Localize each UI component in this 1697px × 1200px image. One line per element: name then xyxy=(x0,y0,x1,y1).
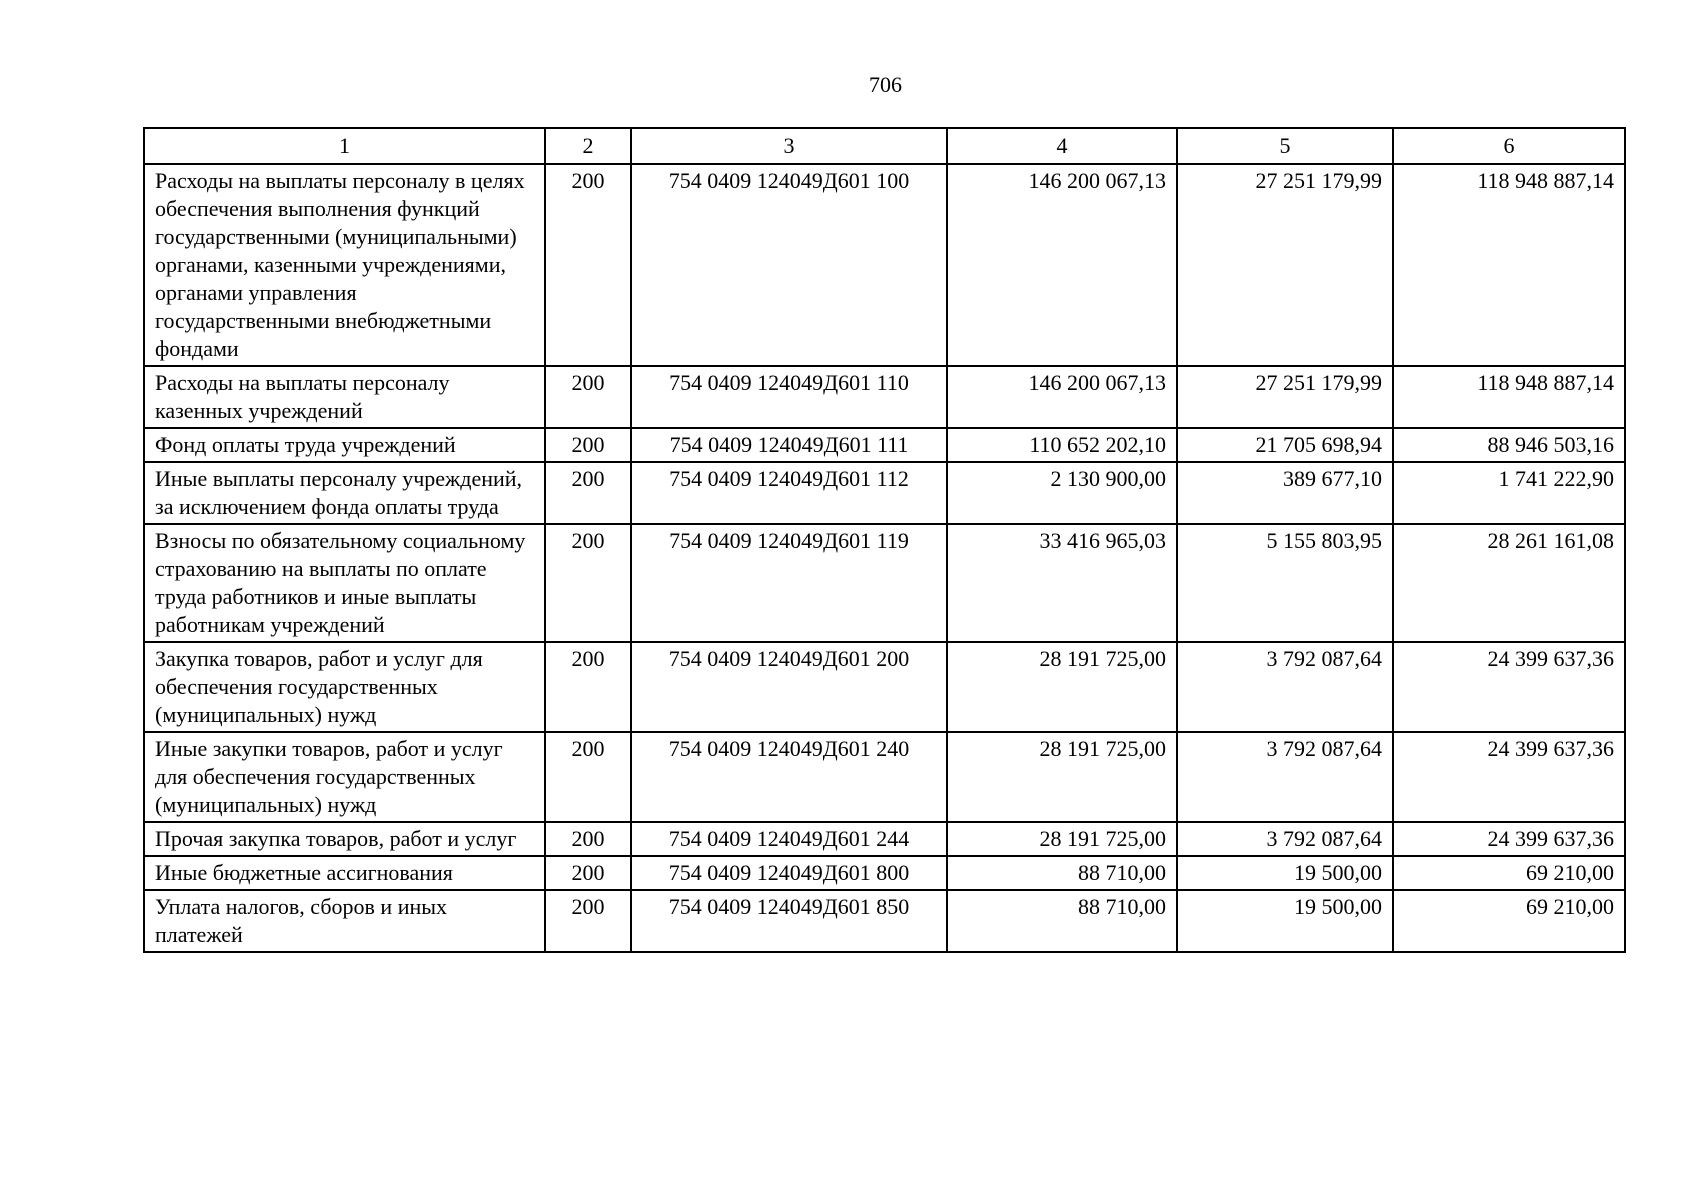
table-row xyxy=(144,524,1625,642)
row-approved-cell: 110 652 202,10 xyxy=(947,428,1177,462)
column-header-1: 1 xyxy=(144,128,545,164)
row-budget-code-cell: 754 0409 124049Д601 111 xyxy=(631,428,947,462)
row-line-code-cell: 200 xyxy=(545,164,631,366)
row-approved-cell: 28 191 725,00 xyxy=(947,732,1177,822)
row-budget-code-cell: 754 0409 124049Д601 200 xyxy=(631,642,947,732)
row-approved-cell: 28 191 725,00 xyxy=(947,642,1177,732)
table-row xyxy=(144,642,1625,732)
table-row xyxy=(144,890,1625,952)
row-remaining-cell: 118 948 887,14 xyxy=(1393,164,1625,366)
row-name-cell: Иные закупки товаров, работ и услуг для обеспечения государственных (муниципальных) нужд xyxy=(144,732,545,822)
row-line-code-cell: 200 xyxy=(545,822,631,856)
row-remaining-cell: 24 399 637,36 xyxy=(1393,822,1625,856)
row-name-cell: Прочая закупка товаров, работ и услуг xyxy=(144,822,545,856)
row-line-code-cell: 200 xyxy=(545,732,631,822)
row-budget-code-cell: 754 0409 124049Д601 240 xyxy=(631,732,947,822)
column-header-3: 3 xyxy=(631,128,947,164)
row-name-cell: Расходы на выплаты персоналу в целях обеспечения выполнения функций государственными (муниципальными) органами, казенными учреждениями, органами управления государственными внебюджетными фондами xyxy=(144,164,545,366)
row-budget-code-cell: 754 0409 124049Д601 800 xyxy=(631,856,947,890)
row-name-cell: Расходы на выплаты персоналу казенных учреждений xyxy=(144,366,545,428)
row-name-cell: Фонд оплаты труда учреждений xyxy=(144,428,545,462)
row-executed-cell: 5 155 803,95 xyxy=(1177,524,1393,642)
row-line-code-cell: 200 xyxy=(545,856,631,890)
row-line-code-cell: 200 xyxy=(545,890,631,952)
table-row xyxy=(144,822,1625,856)
row-line-code-cell: 200 xyxy=(545,524,631,642)
row-approved-cell: 88 710,00 xyxy=(947,890,1177,952)
row-executed-cell: 389 677,10 xyxy=(1177,462,1393,524)
row-remaining-cell: 28 261 161,08 xyxy=(1393,524,1625,642)
row-name-cell: Иные выплаты персоналу учреждений, за исключением фонда оплаты труда xyxy=(144,462,545,524)
row-budget-code-cell: 754 0409 124049Д601 100 xyxy=(631,164,947,366)
row-executed-cell: 21 705 698,94 xyxy=(1177,428,1393,462)
table-row xyxy=(144,164,1625,366)
row-name-cell: Иные бюджетные ассигнования xyxy=(144,856,545,890)
row-name-cell: Взносы по обязательному социальному страхованию на выплаты по оплате труда работников и иные выплаты работникам учреждений xyxy=(144,524,545,642)
row-remaining-cell: 69 210,00 xyxy=(1393,856,1625,890)
table-row xyxy=(144,366,1625,428)
page-number: 706 xyxy=(869,72,902,97)
row-executed-cell: 19 500,00 xyxy=(1177,856,1393,890)
column-header-6: 6 xyxy=(1393,128,1625,164)
column-header-5: 5 xyxy=(1177,128,1393,164)
row-budget-code-cell: 754 0409 124049Д601 112 xyxy=(631,462,947,524)
row-budget-code-cell: 754 0409 124049Д601 110 xyxy=(631,366,947,428)
table-row xyxy=(144,732,1625,822)
row-remaining-cell: 88 946 503,16 xyxy=(1393,428,1625,462)
row-line-code-cell: 200 xyxy=(545,366,631,428)
row-name-cell: Уплата налогов, сборов и иных платежей xyxy=(144,890,545,952)
row-remaining-cell: 1 741 222,90 xyxy=(1393,462,1625,524)
row-budget-code-cell: 754 0409 124049Д601 244 xyxy=(631,822,947,856)
row-remaining-cell: 24 399 637,36 xyxy=(1393,642,1625,732)
row-remaining-cell: 118 948 887,14 xyxy=(1393,366,1625,428)
row-line-code-cell: 200 xyxy=(545,428,631,462)
table-header-row xyxy=(144,128,1625,164)
table-row xyxy=(144,462,1625,524)
row-approved-cell: 28 191 725,00 xyxy=(947,822,1177,856)
row-executed-cell: 27 251 179,99 xyxy=(1177,366,1393,428)
row-remaining-cell: 24 399 637,36 xyxy=(1393,732,1625,822)
row-executed-cell: 3 792 087,64 xyxy=(1177,732,1393,822)
row-approved-cell: 146 200 067,13 xyxy=(947,164,1177,366)
row-budget-code-cell: 754 0409 124049Д601 119 xyxy=(631,524,947,642)
column-header-2: 2 xyxy=(545,128,631,164)
table-row xyxy=(144,428,1625,462)
row-approved-cell: 2 130 900,00 xyxy=(947,462,1177,524)
row-line-code-cell: 200 xyxy=(545,642,631,732)
row-name-cell: Закупка товаров, работ и услуг для обеспечения государственных (муниципальных) нужд xyxy=(144,642,545,732)
row-approved-cell: 146 200 067,13 xyxy=(947,366,1177,428)
row-executed-cell: 19 500,00 xyxy=(1177,890,1393,952)
row-approved-cell: 88 710,00 xyxy=(947,856,1177,890)
table-row xyxy=(144,856,1625,890)
row-approved-cell: 33 416 965,03 xyxy=(947,524,1177,642)
row-budget-code-cell: 754 0409 124049Д601 850 xyxy=(631,890,947,952)
row-remaining-cell: 69 210,00 xyxy=(1393,890,1625,952)
row-executed-cell: 3 792 087,64 xyxy=(1177,642,1393,732)
column-header-4: 4 xyxy=(947,128,1177,164)
row-executed-cell: 27 251 179,99 xyxy=(1177,164,1393,366)
row-executed-cell: 3 792 087,64 xyxy=(1177,822,1393,856)
budget-execution-table xyxy=(143,127,1626,953)
row-line-code-cell: 200 xyxy=(545,462,631,524)
